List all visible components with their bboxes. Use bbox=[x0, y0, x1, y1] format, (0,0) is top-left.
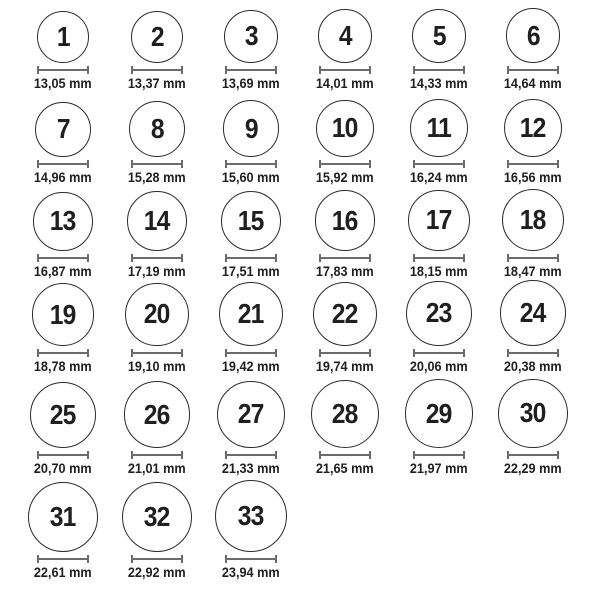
ring-size-number: 12 bbox=[520, 111, 546, 143]
ring-size-item bbox=[16, 102, 110, 188]
measure-tick-right-icon bbox=[181, 160, 183, 168]
diameter-label: 18,15 mm bbox=[410, 264, 468, 279]
measure-tick-right-icon bbox=[275, 349, 277, 357]
ring-size-circle bbox=[500, 280, 566, 346]
measure-bar bbox=[319, 163, 371, 165]
measure-bar bbox=[131, 69, 183, 71]
ring-size-item bbox=[486, 379, 580, 478]
measure-bar bbox=[413, 454, 465, 456]
diameter-measure-line bbox=[507, 254, 559, 262]
ring-size-circle bbox=[37, 11, 89, 63]
chart-row bbox=[16, 93, 600, 187]
diameter-label: 14,96 mm bbox=[34, 170, 92, 185]
diameter-label: 20,38 mm bbox=[504, 359, 562, 374]
ring-size-circle bbox=[502, 189, 564, 251]
measure-bar bbox=[37, 352, 89, 354]
ring-size-number: 11 bbox=[426, 112, 452, 144]
ring-size-number: 7 bbox=[56, 113, 70, 145]
diameter-label: 22,61 mm bbox=[34, 565, 92, 580]
measure-bar bbox=[37, 558, 89, 560]
ring-size-circle bbox=[131, 11, 184, 64]
ring-size-item bbox=[392, 379, 486, 478]
measure-tick-right-icon bbox=[463, 66, 465, 74]
chart-row bbox=[16, 187, 600, 281]
measure-tick-right-icon bbox=[87, 349, 89, 357]
ring-size-item bbox=[298, 9, 392, 93]
diameter-label: 18,78 mm bbox=[34, 359, 92, 374]
ring-size-item bbox=[298, 190, 392, 281]
ring-size-circle bbox=[405, 379, 474, 448]
ring-size-item bbox=[486, 189, 580, 281]
diameter-measure-line bbox=[507, 66, 559, 74]
ring-size-circle bbox=[498, 379, 567, 448]
diameter-measure-line bbox=[131, 555, 183, 563]
diameter-measure-line bbox=[413, 254, 465, 262]
chart-row bbox=[16, 376, 600, 478]
measure-bar bbox=[507, 454, 559, 456]
ring-size-number: 9 bbox=[244, 112, 258, 144]
measure-tick-right-icon bbox=[557, 254, 559, 262]
ring-size-item bbox=[110, 191, 204, 281]
ring-size-item bbox=[392, 281, 486, 376]
ring-size-number: 20 bbox=[144, 298, 170, 330]
diameter-measure-line bbox=[225, 160, 277, 168]
chart-row bbox=[16, 478, 600, 582]
measure-tick-right-icon bbox=[463, 254, 465, 262]
measure-bar bbox=[225, 454, 277, 456]
ring-size-number: 32 bbox=[144, 500, 170, 532]
measure-tick-right-icon bbox=[181, 66, 183, 74]
measure-tick-right-icon bbox=[463, 349, 465, 357]
diameter-measure-line bbox=[507, 160, 559, 168]
ring-size-circle bbox=[506, 8, 561, 63]
diameter-measure-line bbox=[319, 254, 371, 262]
measure-tick-right-icon bbox=[557, 160, 559, 168]
measure-tick-right-icon bbox=[87, 555, 89, 563]
measure-bar bbox=[225, 69, 277, 71]
diameter-label: 15,92 mm bbox=[316, 170, 374, 185]
ring-size-number: 33 bbox=[238, 499, 264, 531]
measure-tick-right-icon bbox=[181, 349, 183, 357]
ring-size-circle bbox=[504, 99, 563, 158]
ring-size-circle bbox=[35, 102, 91, 158]
ring-size-circle bbox=[122, 482, 193, 553]
diameter-label: 16,24 mm bbox=[410, 170, 468, 185]
ring-size-circle bbox=[215, 480, 287, 552]
ring-size-item bbox=[298, 282, 392, 377]
ring-size-item bbox=[204, 381, 298, 479]
diameter-measure-line bbox=[37, 555, 89, 563]
ring-size-circle bbox=[127, 191, 187, 251]
ring-size-item bbox=[16, 192, 110, 281]
diameter-measure-line bbox=[413, 349, 465, 357]
diameter-label: 14,64 mm bbox=[504, 76, 562, 91]
diameter-label: 18,47 mm bbox=[504, 264, 562, 279]
measure-bar bbox=[131, 454, 183, 456]
ring-size-circle bbox=[408, 190, 470, 252]
measure-tick-right-icon bbox=[181, 254, 183, 262]
diameter-measure-line bbox=[225, 555, 277, 563]
diameter-measure-line bbox=[413, 66, 465, 74]
measure-bar bbox=[319, 69, 371, 71]
ring-size-number: 6 bbox=[526, 19, 540, 51]
ring-size-circle bbox=[33, 192, 92, 251]
measure-bar bbox=[37, 257, 89, 259]
ring-size-item bbox=[204, 191, 298, 281]
diameter-label: 21,33 mm bbox=[222, 461, 280, 476]
ring-size-item bbox=[16, 11, 110, 93]
diameter-measure-line bbox=[319, 160, 371, 168]
measure-tick-right-icon bbox=[369, 451, 371, 459]
ring-size-number: 19 bbox=[50, 298, 76, 330]
diameter-measure-line bbox=[131, 451, 183, 459]
ring-size-circle bbox=[406, 281, 471, 346]
ring-size-item bbox=[16, 382, 110, 478]
ring-size-item bbox=[110, 11, 204, 94]
ring-size-number: 24 bbox=[520, 297, 546, 329]
ring-size-number: 5 bbox=[432, 19, 446, 51]
diameter-measure-line bbox=[319, 349, 371, 357]
measure-tick-right-icon bbox=[87, 66, 89, 74]
diameter-label: 17,83 mm bbox=[316, 264, 374, 279]
ring-size-item bbox=[486, 99, 580, 188]
ring-size-number: 29 bbox=[426, 397, 452, 429]
measure-bar bbox=[131, 558, 183, 560]
ring-size-number: 17 bbox=[426, 204, 452, 236]
diameter-measure-line bbox=[37, 349, 89, 357]
diameter-label: 20,06 mm bbox=[410, 359, 468, 374]
measure-tick-right-icon bbox=[463, 451, 465, 459]
ring-size-item bbox=[486, 8, 580, 93]
ring-size-item bbox=[298, 380, 392, 478]
diameter-measure-line bbox=[225, 254, 277, 262]
measure-tick-right-icon bbox=[275, 66, 277, 74]
diameter-measure-line bbox=[225, 451, 277, 459]
diameter-measure-line bbox=[225, 349, 277, 357]
diameter-label: 16,56 mm bbox=[504, 170, 562, 185]
diameter-label: 17,19 mm bbox=[128, 264, 186, 279]
measure-bar bbox=[413, 69, 465, 71]
diameter-measure-line bbox=[131, 254, 183, 262]
diameter-label: 21,65 mm bbox=[316, 461, 374, 476]
measure-bar bbox=[37, 454, 89, 456]
diameter-measure-line bbox=[37, 451, 89, 459]
diameter-measure-line bbox=[131, 349, 183, 357]
measure-bar bbox=[413, 257, 465, 259]
ring-size-number: 10 bbox=[332, 112, 358, 144]
measure-bar bbox=[507, 257, 559, 259]
diameter-label: 13,05 mm bbox=[34, 76, 92, 91]
ring-size-item bbox=[110, 381, 204, 478]
ring-size-number: 31 bbox=[50, 501, 76, 533]
diameter-label: 13,37 mm bbox=[128, 76, 186, 91]
ring-size-number: 13 bbox=[50, 205, 76, 237]
measure-bar bbox=[319, 454, 371, 456]
measure-bar bbox=[37, 69, 89, 71]
ring-size-number: 2 bbox=[150, 20, 164, 52]
diameter-measure-line bbox=[131, 160, 183, 168]
measure-bar bbox=[225, 352, 277, 354]
ring-size-circle bbox=[313, 282, 378, 347]
ring-size-circle bbox=[412, 9, 466, 63]
measure-tick-right-icon bbox=[369, 160, 371, 168]
ring-size-item bbox=[16, 482, 110, 582]
ring-size-circle bbox=[311, 380, 379, 448]
ring-size-circle bbox=[221, 191, 281, 251]
diameter-label: 17,51 mm bbox=[222, 264, 280, 279]
chart-row bbox=[16, 0, 600, 93]
ring-size-item bbox=[486, 280, 580, 376]
diameter-measure-line bbox=[37, 254, 89, 262]
ring-size-circle bbox=[217, 381, 285, 449]
ring-size-circle bbox=[315, 190, 376, 251]
diameter-measure-line bbox=[37, 66, 89, 74]
ring-size-item bbox=[110, 101, 204, 187]
measure-bar bbox=[507, 352, 559, 354]
ring-size-item bbox=[392, 9, 486, 93]
diameter-label: 21,97 mm bbox=[410, 461, 468, 476]
diameter-measure-line bbox=[413, 160, 465, 168]
measure-tick-right-icon bbox=[275, 555, 277, 563]
diameter-measure-line bbox=[131, 66, 183, 74]
diameter-label: 15,28 mm bbox=[128, 170, 186, 185]
ring-size-circle bbox=[32, 283, 95, 346]
diameter-label: 13,69 mm bbox=[222, 76, 280, 91]
measure-tick-right-icon bbox=[557, 451, 559, 459]
diameter-label: 20,70 mm bbox=[34, 461, 92, 476]
ring-size-item bbox=[204, 282, 298, 376]
diameter-label: 15,60 mm bbox=[222, 170, 280, 185]
diameter-label: 16,87 mm bbox=[34, 264, 92, 279]
diameter-label: 14,01 mm bbox=[316, 76, 374, 91]
measure-tick-right-icon bbox=[463, 160, 465, 168]
ring-size-number: 1 bbox=[56, 21, 70, 53]
measure-bar bbox=[131, 163, 183, 165]
measure-bar bbox=[131, 257, 183, 259]
ring-size-number: 26 bbox=[144, 398, 170, 430]
measure-bar bbox=[319, 352, 371, 354]
ring-size-item bbox=[16, 283, 110, 376]
ring-size-item bbox=[110, 283, 204, 376]
measure-tick-right-icon bbox=[275, 160, 277, 168]
measure-tick-right-icon bbox=[87, 254, 89, 262]
diameter-measure-line bbox=[507, 349, 559, 357]
ring-size-number: 8 bbox=[150, 112, 164, 144]
ring-size-item bbox=[204, 10, 298, 93]
ring-size-item bbox=[204, 100, 298, 187]
measure-tick-right-icon bbox=[369, 349, 371, 357]
measure-bar bbox=[413, 163, 465, 165]
ring-size-circle bbox=[410, 99, 468, 157]
ring-size-circle bbox=[223, 100, 280, 157]
diameter-measure-line bbox=[413, 451, 465, 459]
measure-bar bbox=[37, 163, 89, 165]
chart-row bbox=[16, 281, 600, 376]
ring-size-number: 28 bbox=[332, 397, 358, 429]
ring-size-circle bbox=[219, 282, 283, 346]
diameter-label: 21,01 mm bbox=[128, 461, 186, 476]
measure-tick-right-icon bbox=[181, 555, 183, 563]
ring-size-circle bbox=[124, 381, 191, 448]
ring-size-number: 14 bbox=[144, 205, 170, 237]
ring-size-number: 16 bbox=[332, 204, 358, 236]
ring-size-circle bbox=[30, 382, 96, 448]
diameter-label: 19,74 mm bbox=[316, 359, 374, 374]
measure-tick-right-icon bbox=[369, 66, 371, 74]
ring-size-item bbox=[392, 99, 486, 187]
measure-tick-right-icon bbox=[87, 160, 89, 168]
ring-size-number: 3 bbox=[244, 20, 258, 52]
ring-size-item bbox=[298, 100, 392, 187]
ring-size-number: 27 bbox=[238, 398, 264, 430]
diameter-measure-line bbox=[319, 451, 371, 459]
ring-size-circle bbox=[318, 9, 372, 63]
ring-size-circle bbox=[316, 100, 373, 157]
diameter-measure-line bbox=[507, 451, 559, 459]
ring-size-item bbox=[392, 190, 486, 282]
measure-tick-right-icon bbox=[557, 66, 559, 74]
ring-size-circle bbox=[224, 10, 277, 63]
diameter-label: 19,42 mm bbox=[222, 359, 280, 374]
diameter-label: 19,10 mm bbox=[128, 359, 186, 374]
measure-tick-right-icon bbox=[181, 451, 183, 459]
ring-size-circle bbox=[28, 482, 98, 552]
ring-size-number: 22 bbox=[332, 297, 358, 329]
measure-tick-right-icon bbox=[87, 451, 89, 459]
diameter-label: 22,29 mm bbox=[504, 461, 562, 476]
measure-bar bbox=[507, 163, 559, 165]
measure-bar bbox=[225, 163, 277, 165]
ring-size-item bbox=[204, 480, 298, 582]
diameter-label: 23,94 mm bbox=[222, 565, 280, 580]
diameter-label: 14,33 mm bbox=[410, 76, 468, 91]
ring-size-number: 15 bbox=[238, 204, 264, 236]
ring-size-number: 21 bbox=[238, 298, 264, 330]
measure-bar bbox=[413, 352, 465, 354]
measure-tick-right-icon bbox=[275, 254, 277, 262]
measure-tick-right-icon bbox=[369, 254, 371, 262]
ring-size-number: 30 bbox=[520, 397, 546, 429]
ring-size-circle bbox=[129, 101, 185, 157]
measure-tick-right-icon bbox=[275, 451, 277, 459]
ring-size-circle bbox=[125, 283, 188, 346]
measure-bar bbox=[319, 257, 371, 259]
diameter-measure-line bbox=[37, 160, 89, 168]
ring-size-number: 4 bbox=[338, 20, 352, 52]
diameter-label: 22,92 mm bbox=[128, 565, 186, 580]
ring-size-number: 18 bbox=[520, 203, 546, 235]
ring-size-item bbox=[110, 482, 204, 583]
measure-bar bbox=[507, 69, 559, 71]
ring-size-number: 25 bbox=[50, 398, 76, 430]
diameter-measure-line bbox=[225, 66, 277, 74]
ring-size-number: 23 bbox=[426, 297, 452, 329]
diameter-measure-line bbox=[319, 66, 371, 74]
measure-bar bbox=[131, 352, 183, 354]
measure-tick-right-icon bbox=[557, 349, 559, 357]
measure-bar bbox=[225, 257, 277, 259]
measure-bar bbox=[225, 558, 277, 560]
